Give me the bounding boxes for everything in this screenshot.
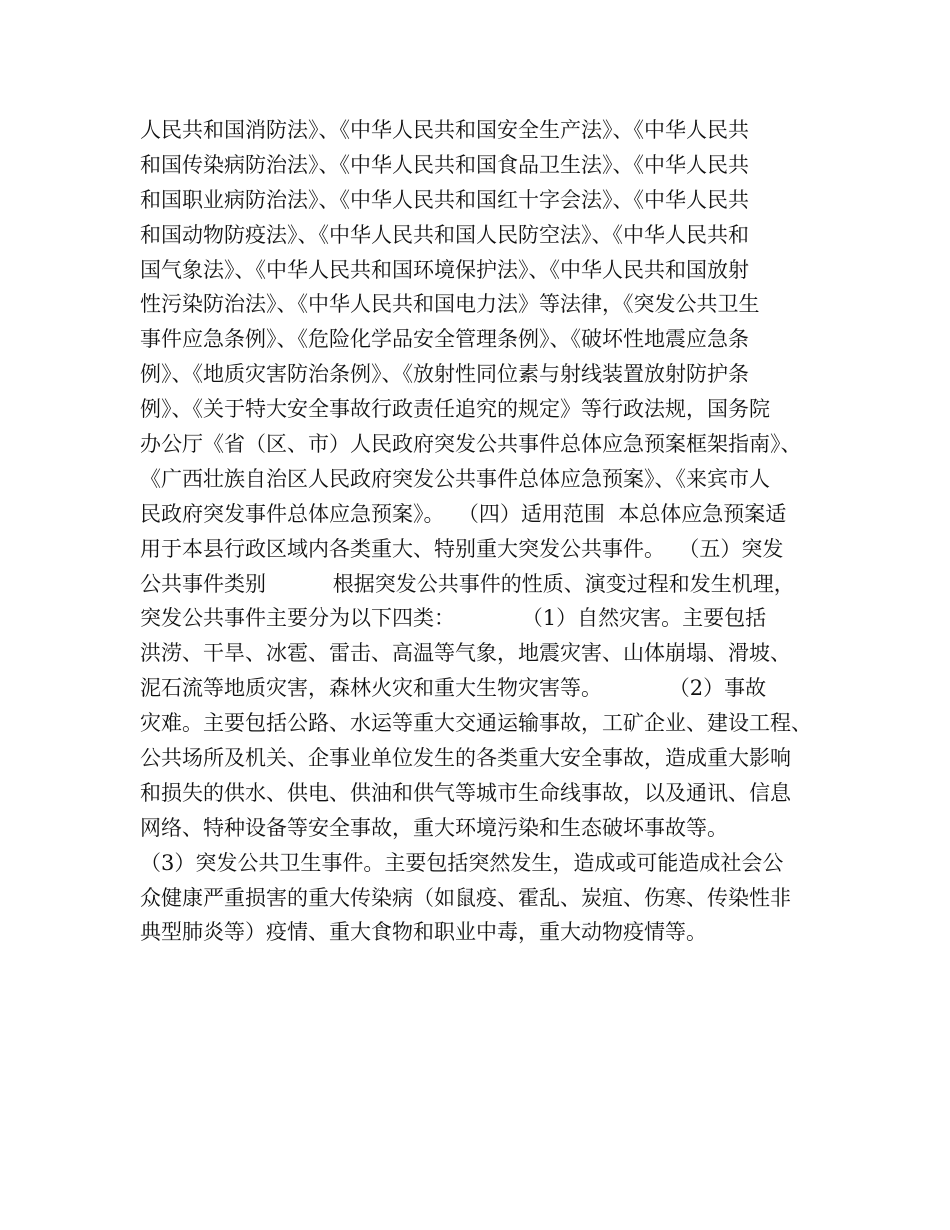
text-line: 和国动物防疫法》、《中华人民共和国人民防空法》、《中华人民共和 — [140, 222, 749, 247]
text-line: 人民共和国消防法》、《中华人民共和国安全生产法》、《中华人民共 — [140, 118, 749, 142]
text-line: 和损失的供水、供电、供油和供气等城市生命线事故，以及通讯、信息 — [140, 780, 791, 805]
body-text — [140, 113, 820, 950]
text-line: 公共事件类别 根据突发公共事件的性质、演变过程和发生机理， — [140, 571, 795, 596]
text-line: 网络、特种设备等安全事故，重大环境污染和生态破坏事故等。 — [140, 815, 728, 840]
text-line: 突发公共事件主要分为以下四类： （1）自然灾害。主要包括 — [140, 606, 767, 631]
text-line: 公共场所及机关、企事业单位发生的各类重大安全事故，造成重大影响 — [140, 746, 791, 771]
text-line: 灾难。主要包括公路、水运等重大交通运输事故，工矿企业、建设工程、 — [140, 711, 812, 736]
text-line: 事件应急条例》、《危险化学品安全管理条例》、《破坏性地震应急条 — [140, 327, 749, 352]
text-line: 和国传染病防治法》、《中华人民共和国食品卫生法》、《中华人民共 — [140, 152, 749, 177]
text-line: 和国职业病防治法》、《中华人民共和国红十字会法》、《中华人民共 — [140, 187, 749, 212]
text-line: 国气象法》、《中华人民共和国环境保护法》、《中华人民共和国放射 — [140, 257, 749, 282]
text-line: （3）突发公共卫生事件。主要包括突然发生，造成或可能造成社会公 — [140, 850, 784, 875]
text-line: 例》、《关于特大安全事故行政责任追究的规定》等行政法规，国务院 — [140, 397, 770, 422]
text-line: 例》、《地质灾害防治条例》、《放射性同位素与射线装置放射防护条 — [140, 362, 749, 387]
text-line: 《广西壮族自治区人民政府突发公共事件总体应急预案》、《来宾市人 — [140, 466, 770, 491]
text-line: 办公厅《省（区、市）人民政府突发公共事件总体应急预案框架指南》、 — [140, 432, 802, 457]
text-line: 洪涝、干旱、冰雹、雷击、高温等气象，地震灾害、山体崩塌、滑坡、 — [140, 641, 791, 666]
text-line: 典型肺炎等）疫情、重大食物和职业中毒，重大动物疫情等。 — [140, 920, 707, 945]
text-line: 性污染防治法》、《中华人民共和国电力法》等法律，《突发公共卫生 — [140, 292, 760, 317]
text-line: 泥石流等地质灾害，森林火灾和重大生物灾害等。 （2）事故 — [140, 676, 767, 701]
text-line: 用于本县行政区域内各类重大、特别重大突发公共事件。 （五）突发 — [140, 536, 784, 561]
text-line: 民政府突发事件总体应急预案》。 （四）适用范围 本总体应急预案适 — [140, 501, 787, 526]
text-line: 众健康严重损害的重大传染病（如鼠疫、霍乱、炭疽、伤寒、传染性非 — [140, 885, 791, 910]
